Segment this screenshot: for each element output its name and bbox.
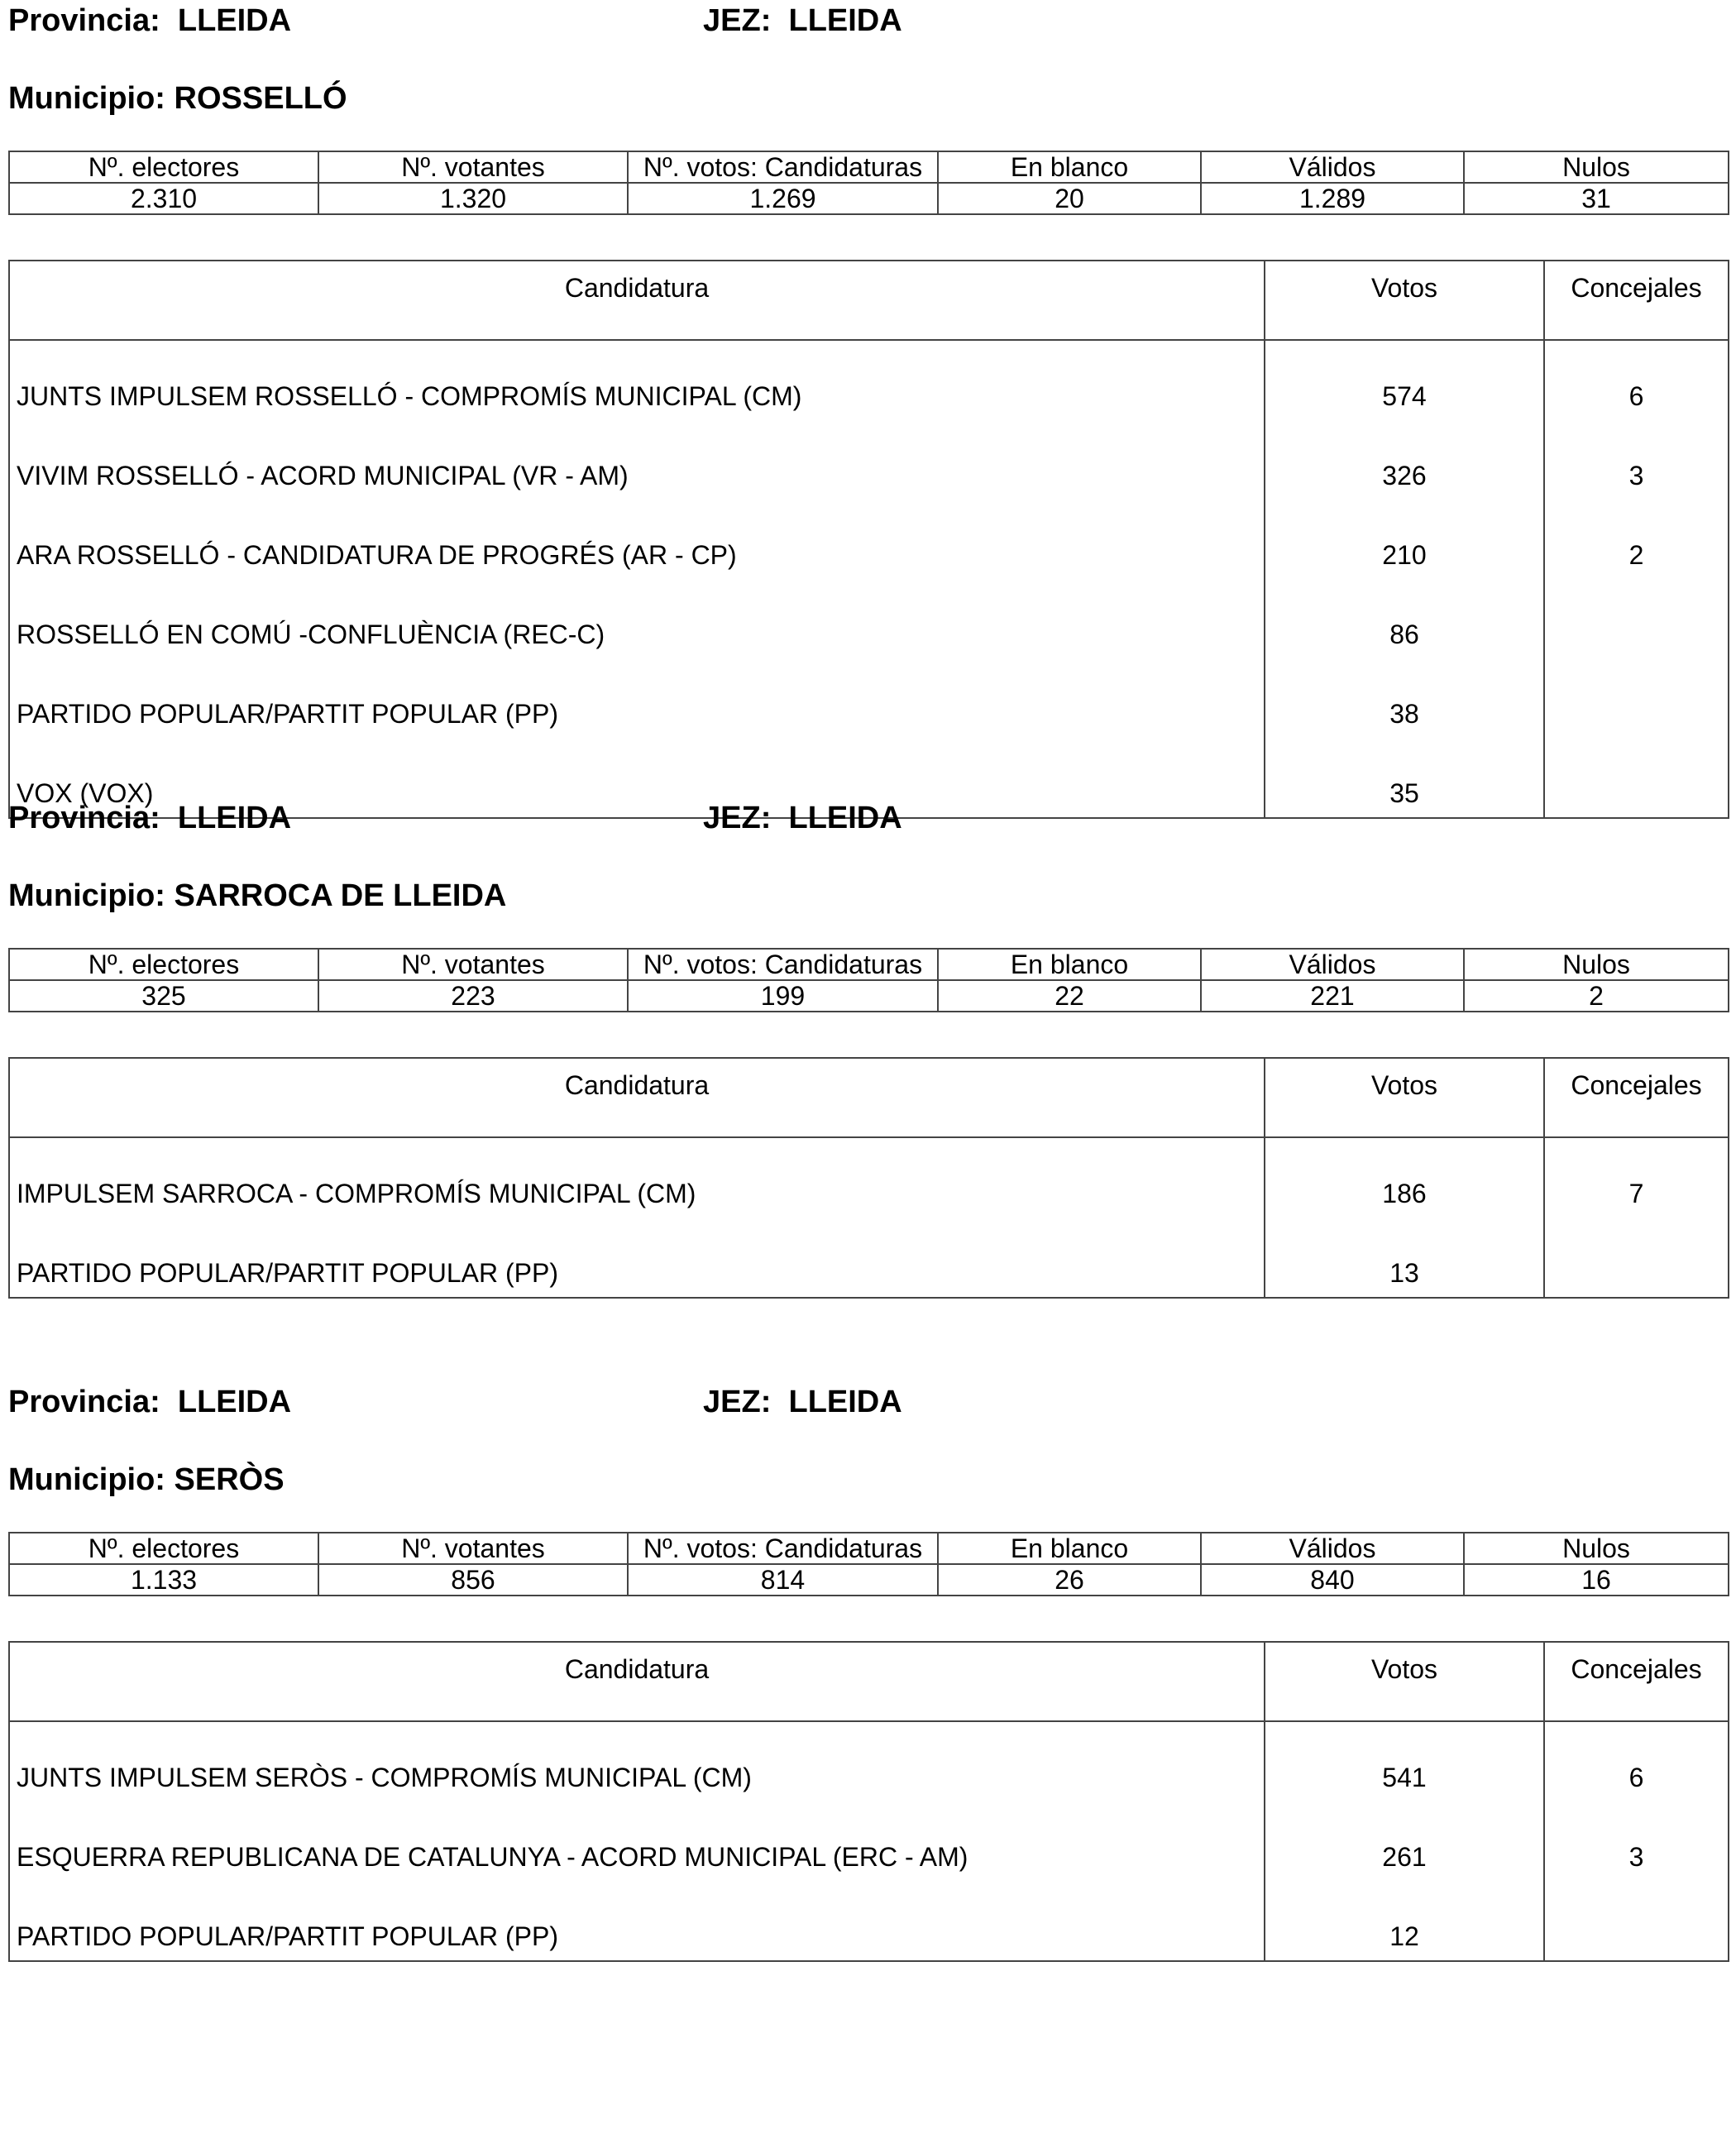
concejales-value: 3 (1628, 461, 1644, 490)
candidatura-header: Candidatura (9, 1642, 1265, 1721)
result-row (9, 500, 1729, 579)
stats-header: Nº. votantes (318, 151, 628, 183)
result-row (9, 340, 1729, 420)
stats-value-row (9, 183, 1729, 214)
candidatura-name: ROSSELLÓ EN COMÚ -CONFLUÈNCIA (REC-C) (9, 579, 1265, 658)
municipio-label: Municipio: (8, 1462, 165, 1497)
candidatura-header: Candidatura (9, 1058, 1265, 1137)
stats-value: 2.310 (9, 183, 318, 214)
jez-line (703, 5, 902, 36)
stats-header: Nulos (1464, 1533, 1729, 1564)
results-header-row (9, 1058, 1729, 1137)
stats-header: Válidos (1201, 949, 1464, 980)
jez-label: JEZ: (703, 1385, 772, 1419)
stats-value: 20 (938, 183, 1201, 214)
candidatura-name: VOX (VOX) (9, 738, 1265, 818)
stats-value-row (9, 980, 1729, 1012)
stats-header: Nulos (1464, 151, 1729, 183)
stats-header-row (9, 949, 1729, 980)
provincia-line (8, 802, 291, 834)
concejales-value (1544, 738, 1729, 818)
stats-header: Válidos (1201, 151, 1464, 183)
concejales-header: Concejales (1544, 261, 1729, 340)
stats-value: 22 (938, 980, 1201, 1012)
stats-header: Válidos (1201, 1533, 1464, 1564)
candidatura-name: ESQUERRA REPUBLICANA DE CATALUNYA - ACORD MUNICIPAL (ERC - AM) (9, 1801, 1265, 1881)
municipio-value: SARROCA DE LLEIDA (174, 878, 507, 913)
stats-header: Nº. votantes (318, 1533, 628, 1564)
results-table (8, 260, 1729, 819)
result-row (9, 658, 1729, 738)
jez-line (703, 802, 902, 834)
provincia-value: LLEIDA (177, 1385, 292, 1419)
candidatura-name: PARTIDO POPULAR/PARTIT POPULAR (PP) (9, 658, 1265, 738)
stats-value: 1.289 (1201, 183, 1464, 214)
result-row (9, 420, 1729, 500)
municipio-line (8, 1464, 285, 1495)
stats-header: En blanco (938, 1533, 1201, 1564)
stats-value: 31 (1464, 183, 1729, 214)
stats-header: En blanco (938, 151, 1201, 183)
provincia-label: Provincia: (8, 801, 160, 835)
municipio-value: ROSSELLÓ (174, 81, 347, 116)
stats-header: Nº. electores (9, 1533, 318, 1564)
municipio-line (8, 83, 347, 114)
provincia-label: Provincia: (8, 3, 160, 38)
stats-value: 1.269 (628, 183, 938, 214)
votos-value: 541 (1265, 1721, 1544, 1801)
provincia-value: LLEIDA (177, 801, 292, 835)
result-row (9, 579, 1729, 658)
concejales-value: 2 (1628, 540, 1644, 570)
result-row (9, 1218, 1729, 1298)
stats-value: 221 (1201, 980, 1464, 1012)
candidatura-name: JUNTS IMPULSEM ROSSELLÓ - COMPROMÍS MUNICIPAL (CM) (9, 340, 1265, 420)
stats-header: Nº. votos: Candidaturas (628, 949, 938, 980)
stats-header: Nº. electores (9, 151, 318, 183)
votos-header: Votos (1265, 1642, 1544, 1721)
results-table (8, 1641, 1729, 1962)
concejales-value: 3 (1628, 1842, 1644, 1872)
votos-value: 261 (1265, 1801, 1544, 1881)
stats-header: Nº. electores (9, 949, 318, 980)
stats-value-row (9, 1564, 1729, 1596)
votos-value: 13 (1265, 1218, 1544, 1298)
concejales-value: 6 (1628, 381, 1644, 411)
provincia-line (8, 5, 291, 36)
concejales-value (1544, 1881, 1729, 1961)
jez-value: LLEIDA (788, 801, 902, 835)
votos-value: 574 (1265, 340, 1544, 420)
votos-value: 12 (1265, 1881, 1544, 1961)
votos-value: 326 (1265, 420, 1544, 500)
result-row (9, 1801, 1729, 1881)
stats-value: 199 (628, 980, 938, 1012)
stats-table (8, 151, 1729, 215)
concejales-header: Concejales (1544, 1642, 1729, 1721)
stats-value: 223 (318, 980, 628, 1012)
results-header-row (9, 1642, 1729, 1721)
candidatura-name: IMPULSEM SARROCA - COMPROMÍS MUNICIPAL (CM) (9, 1137, 1265, 1218)
votos-value: 35 (1265, 738, 1544, 818)
candidatura-name: PARTIDO POPULAR/PARTIT POPULAR (PP) (9, 1881, 1265, 1961)
stats-table (8, 1532, 1729, 1596)
concejales-value (1544, 1218, 1729, 1298)
stats-header: Nº. votantes (318, 949, 628, 980)
concejales-header: Concejales (1544, 1058, 1729, 1137)
votos-value: 186 (1265, 1137, 1544, 1218)
stats-value: 325 (9, 980, 318, 1012)
stats-value: 1.133 (9, 1564, 318, 1596)
stats-header-row (9, 151, 1729, 183)
concejales-value: 6 (1628, 1763, 1644, 1792)
jez-label: JEZ: (703, 801, 772, 835)
provincia-value: LLEIDA (177, 3, 292, 38)
provincia-label: Provincia: (8, 1385, 160, 1419)
municipio-value: SERÒS (174, 1462, 285, 1497)
results-header-row (9, 261, 1729, 340)
votos-header: Votos (1265, 1058, 1544, 1137)
stats-value: 856 (318, 1564, 628, 1596)
result-row (9, 1721, 1729, 1801)
votos-value: 86 (1265, 579, 1544, 658)
stats-value: 2 (1464, 980, 1729, 1012)
jez-value: LLEIDA (788, 3, 902, 38)
stats-value: 16 (1464, 1564, 1729, 1596)
candidatura-name: VIVIM ROSSELLÓ - ACORD MUNICIPAL (VR - AM) (9, 420, 1265, 500)
result-row (9, 1137, 1729, 1218)
concejales-value (1544, 658, 1729, 738)
votos-value: 38 (1265, 658, 1544, 738)
jez-value: LLEIDA (788, 1385, 902, 1419)
stats-value: 840 (1201, 1564, 1464, 1596)
result-row (9, 1881, 1729, 1961)
candidatura-name: ARA ROSSELLÓ - CANDIDATURA DE PROGRÉS (AR - CP) (9, 500, 1265, 579)
concejales-value (1544, 579, 1729, 658)
candidatura-header: Candidatura (9, 261, 1265, 340)
stats-header: Nº. votos: Candidaturas (628, 1533, 938, 1564)
stats-value: 1.320 (318, 183, 628, 214)
concejales-value: 7 (1628, 1179, 1644, 1208)
stats-header: Nº. votos: Candidaturas (628, 151, 938, 183)
votos-value: 210 (1265, 500, 1544, 579)
jez-line (703, 1386, 902, 1418)
provincia-line (8, 1386, 291, 1418)
stats-value: 814 (628, 1564, 938, 1596)
candidatura-name: PARTIDO POPULAR/PARTIT POPULAR (PP) (9, 1218, 1265, 1298)
jez-label: JEZ: (703, 3, 772, 38)
votos-header: Votos (1265, 261, 1544, 340)
results-table (8, 1057, 1729, 1299)
municipio-label: Municipio: (8, 81, 165, 116)
stats-table (8, 948, 1729, 1012)
candidatura-name: JUNTS IMPULSEM SERÒS - COMPROMÍS MUNICIPAL (CM) (9, 1721, 1265, 1801)
municipio-line (8, 880, 506, 911)
stats-header-row (9, 1533, 1729, 1564)
stats-value: 26 (938, 1564, 1201, 1596)
stats-header: Nulos (1464, 949, 1729, 980)
municipio-label: Municipio: (8, 878, 165, 913)
stats-header: En blanco (938, 949, 1201, 980)
